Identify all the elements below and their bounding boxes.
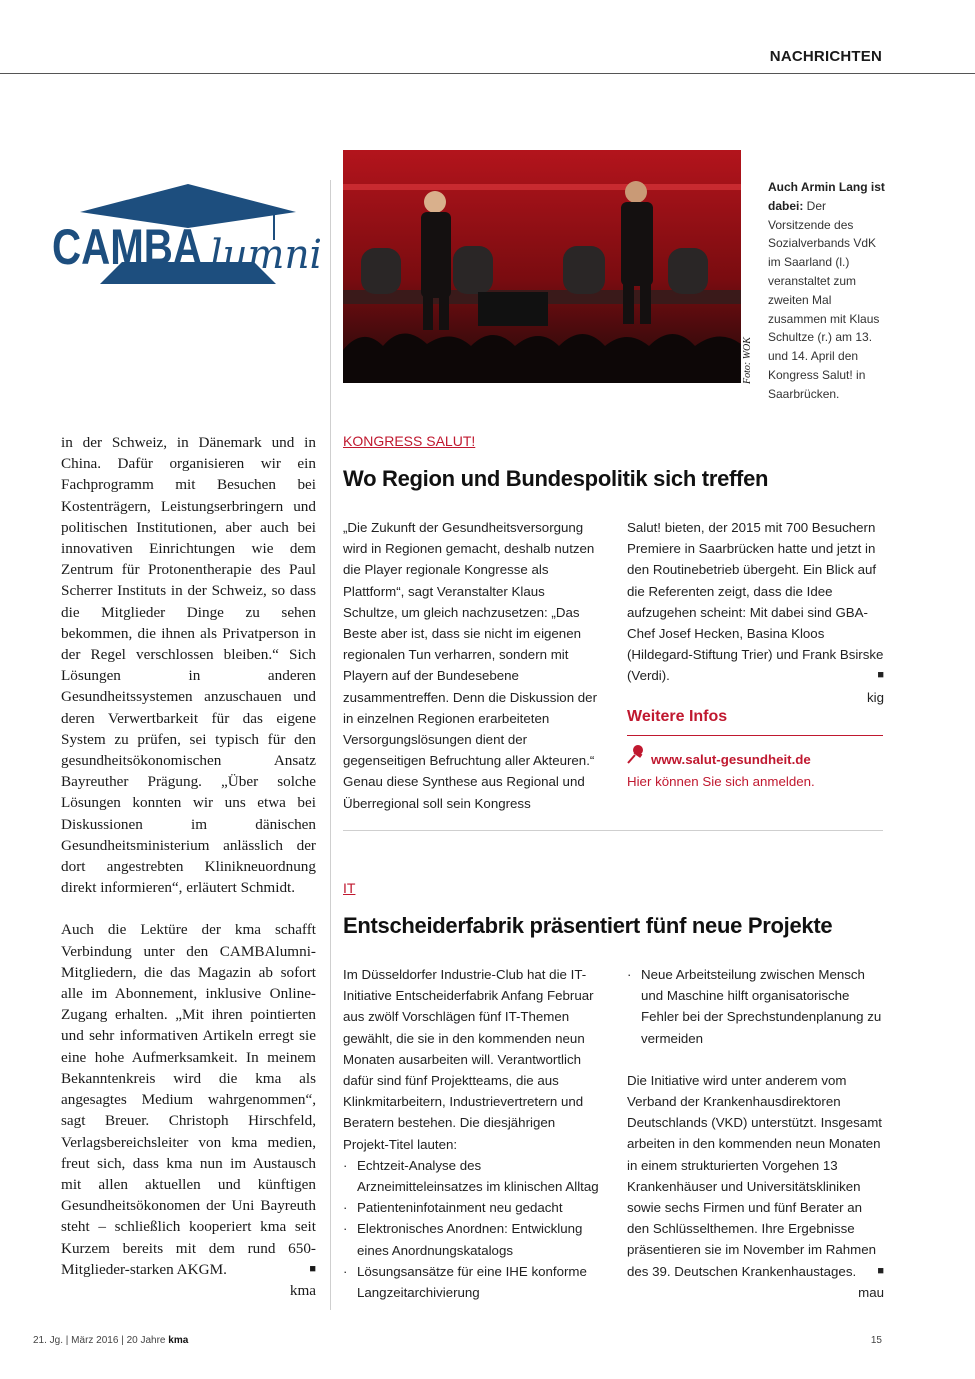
project-item: · Neue Arbeitsteilung zwischen Mensch und Maschine hilft organisatorische Fehler bei der Sprechstundenplanung zu vermeiden — [627, 964, 884, 1049]
salut-website-link[interactable]: www.salut-gesundheit.de — [651, 752, 811, 767]
top-divider — [0, 73, 975, 74]
project-item: · Elektronisches Anordnen: Entwicklung eines Anordnungskatalogs — [343, 1218, 600, 1260]
article1-signature: kig — [867, 689, 884, 705]
left-paragraph-1: in der Schweiz, in Dänemark und in China. Dafür organisieren wir ein Fachprogramm mit Besuchen bei Kostenträgern, Leistungserbringern und politischen Institutionen, aber auch bei innovativen Einrichtungen wie dem Zentrum für Protonentherapie des Paul Scherrer Instituts in der Schweiz, so dass die Mitglieder Dinge zu sehen bekommen, die ihnen als Privatperson in der Regel verschlossen bleiben.“ Sich Lösungen in anderen Gesundheitssystemen anzuschauen und deren Verwertbarkeit für das eigene System zu prüfen, sei typisch für den gesundheitsökonomischen Ansatz Bayreuther Prägung. „Über solche Lösungen konnten wir uns etwa bei Diskussionen im dänischen Gesundheitsministerium anlässlich der dort angestrebten Klinikneuordnung direkt informieren“, erläutert Schmidt. — [61, 434, 316, 897]
end-mark: ■ — [309, 1262, 316, 1275]
info-box-title: Weitere Infos — [627, 708, 728, 725]
article2-column-2: · Neue Arbeitsteilung zwischen Mensch und Maschine hilft organisatorische Fehler bei der Sprechstundenplanung zu vermeiden Die Initiative wird unter anderem vom Verband der Krankenhausdirektoren Deutschlands (VKD) unterstützt. Insgesamt arbeiten in den kommenden neun Monaten in einem strukturierten Vorgehen 13 Krankenhäuser und Universitätskliniken sowie sechs Firmen und fünf Berater an den Schlüsselthemen. Ihre Ergebnisse präsentieren sie im November im Rahmen des 39. Deutschen Krankenhaustages. ■ mau — [627, 964, 884, 1303]
congress-stage-photo — [343, 150, 741, 383]
article2-column-1: Im Düsseldorfer Industrie-Club hat die IT-Initiative Entscheiderfabrik Anfang Februar aus zwölf Vorschlägen fünf IT-Themen gewählt, die sie in den kommenden neun Monaten ausarbeiten will. Verantwortlich dafür sind fünf Projektteams, die aus Klinkmitarbeitern, Industrievertretern und Beratern bestehen. Die diesjährigen Projekt-Titel lauten: · Echtzeit-Analyse des Arzneimitteleinsatzes im klinischen Alltag · Patienteninfotainment neu gedacht · Elektronisches Anordnen: Entwicklung eines Anordnungskatalogs · Lösungsansätze für eine IHE konforme Langzeitarchivierung — [343, 964, 600, 1303]
end-mark: ■ — [877, 1264, 884, 1277]
kma-brand: kma — [168, 1335, 189, 1346]
info-box-rule — [627, 735, 883, 736]
camba-lumni-logo — [52, 180, 324, 292]
photo-caption: Auch Armin Lang ist dabei: Der Vorsitzende des Sozialverbands VdK im Saarland (l.) veranstaltet zum zweiten Mal zusammen mit Klaus Schultze (r.) am 13. und 14. April den Kongress Salut! in Saarbrücken. — [768, 180, 885, 401]
column-divider — [330, 180, 331, 1310]
article1-kicker[interactable]: KONGRESS SALUT! — [343, 433, 476, 449]
article2-headline: Entscheiderfabrik präsentiert fünf neue Projekte — [343, 913, 833, 938]
left-paragraph-2: Auch die Lektüre der kma schafft Verbindung unter den CAMBAlumni-Mitgliedern, die das Magazin ab sofort alle im Abonnement, inklusive Online-Zugang erhalten. „Mit ihren pointierten und sehr informativen Artikeln erregt sie eine hohe Aufmerksamkeit. In meinem Bekanntenkreis wird die kma als angesagtes Medium wahrgenommen“, sagt Breuer. Christoph Hirschfeld, Verlagsbereichsleiter von kma medien, freut sich, dass kma nun im Austausch mit allen aktuellen und künftigen Gesundheitsökonomen der Uni Bayreuth steht – schließlich kooperiert kma seit Kurzem bereits mit dem rund 650-Mitglieder-starken AKGM. ■ — [61, 919, 316, 1279]
article1-headline: Wo Region und Bundespolitik sich treffen — [343, 466, 769, 491]
article1-column-1: „Die Zukunft der Gesundheitsversorgung wird in Regionen gemacht, deshalb nutzen die Player regionale Kongresse als Plattform“, sagt Veranstalter Klaus Schultze, um gleich nachzusetzen: „Das Beste aber ist, dass sie nicht im eigenen regionalen Tun verharren, sondern mit Playern auf der Bundesebene zusammentreffen. Denn die Diskussion der in einzelnen Regionen erarbeiteten Versorgungslösungen dient der gegenseitigen Befruchtung aller Akteuren.“ Genau diese Synthese aus Regional und Überregional soll sein Kongress — [343, 520, 597, 811]
section-label: NACHRICHTEN — [769, 48, 882, 65]
project-item: · Echtzeit-Analyse des Arzneimitteleinsatzes im klinischen Alltag — [343, 1155, 600, 1197]
page-footer: 21. Jg. | März 2016 | 20 Jahre kma — [33, 1335, 189, 1346]
project-item: · Patienteninfotainment neu gedacht — [343, 1197, 600, 1218]
left-signature: kma — [289, 1281, 316, 1299]
pushpin-icon — [627, 744, 645, 764]
svg-text:CAMBA: CAMBA — [52, 219, 202, 275]
left-column-text — [61, 432, 316, 1301]
project-item: · Lösungsansätze für eine IHE konforme Langzeitarchivierung — [343, 1261, 600, 1303]
page-number: 15 — [870, 1335, 882, 1346]
end-mark: ■ — [877, 669, 884, 682]
article-divider — [343, 830, 883, 831]
svg-text:lumni: lumni — [210, 232, 322, 278]
article2-signature: mau — [858, 1284, 884, 1300]
registration-note: Hier können Sie sich anmelden. — [627, 774, 815, 789]
photo-credit: Foto: WOK — [742, 337, 753, 384]
article1-column-2: Salut! bieten, der 2015 mit 700 Besuchern Premiere in Saarbrücken hatte und jetzt in den Routinebetrieb übergeht. Ein Blick auf die Referenten zeigt, dass die Idee aufzugehen scheint: Mit dabei sind GBA-Chef Josef Hecken, Basina Kloos (Hildegard-Stiftung Trier) und Frank Bsirske (Verdi). ■ kig — [627, 517, 884, 708]
article2-kicker[interactable]: IT — [343, 880, 356, 896]
